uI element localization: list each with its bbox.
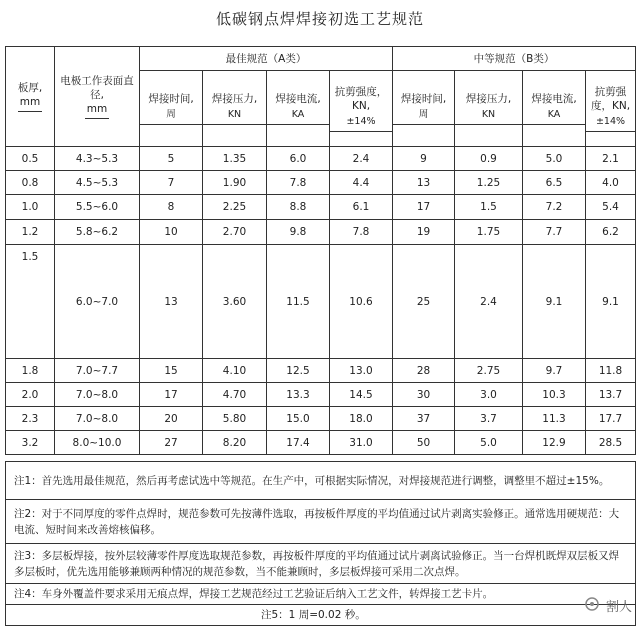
cell-t: 2.3: [6, 407, 55, 431]
header-thickness-unit: mm: [18, 95, 42, 112]
cell-t: 0.5: [6, 147, 55, 171]
page-title: 低碳钢点焊焊接初选工艺规范: [215, 10, 424, 28]
cell-b4: 5.4: [586, 195, 636, 220]
cell-a1: 5: [140, 147, 203, 171]
cell-b4: 11.8: [586, 359, 636, 383]
cell-b3: 6.5: [523, 171, 586, 195]
cell-a3: 12.5: [267, 359, 330, 383]
header-a-pressure: 焊接压力, KN: [203, 71, 267, 147]
cell-a3: 6.0: [267, 147, 330, 171]
cell-a4: 2.4: [330, 147, 393, 171]
header-b-pressure: 焊接压力, KN: [455, 71, 523, 147]
cell-a4: 18.0: [330, 407, 393, 431]
cell-a2: 2.70: [203, 220, 267, 245]
cell-a2: 1.35: [203, 147, 267, 171]
cell-a2: 8.20: [203, 431, 267, 455]
cell-a2: 5.80: [203, 407, 267, 431]
cell-a1: 13: [140, 245, 203, 359]
cell-b3: 9.1: [523, 245, 586, 359]
table-row: [6, 147, 636, 171]
cell-b3: 7.7: [523, 220, 586, 245]
cell-a2: 3.60: [203, 245, 267, 359]
cell-a3: 13.3: [267, 383, 330, 407]
header-b-current: 焊接电流, KA: [523, 71, 586, 147]
header-electrode: 电极工作表面直径, mm: [55, 47, 140, 147]
cell-a3: 15.0: [267, 407, 330, 431]
header-b-shear: 抗剪强度，KN, ±14%: [586, 71, 636, 147]
cell-b4: 2.1: [586, 147, 636, 171]
note-3: 注3：多层板焊接，按外层较薄零件厚度选取规范参数，再按板件厚度的平均值通过试片剥离试验修正。当一台焊机既焊双层板又焊多层板时，优先选用能够兼顾两种情况的规范参数，当不能兼顾时，多层板焊接可采用二次点焊。: [6, 544, 636, 584]
cell-t: 1.5: [6, 245, 55, 359]
note-2: 注2：对于不同厚度的零件点焊时，规范参数可先按薄件选取，再按板件厚度的平均值通过试片剥离实验修正。通常选用硬规范：大电流、短时间来改善熔核偏移。: [6, 500, 636, 544]
cell-b2: 2.4: [455, 245, 523, 359]
cell-a2: 2.25: [203, 195, 267, 220]
cell-a3: 9.8: [267, 220, 330, 245]
cell-b2: 3.7: [455, 407, 523, 431]
cell-b2: 1.25: [455, 171, 523, 195]
cell-a4: 4.4: [330, 171, 393, 195]
table-row: [6, 195, 636, 220]
cell-b4: 13.7: [586, 383, 636, 407]
cell-b2: 1.5: [455, 195, 523, 220]
watermark-text: 割人: [605, 600, 632, 615]
spec-table: [5, 46, 636, 455]
header-a-weld-time: 焊接时间, 周: [140, 71, 203, 147]
header-a-shear: 抗剪强度，KN, ±14%: [330, 71, 393, 147]
cell-b2: 1.75: [455, 220, 523, 245]
table-row: [6, 220, 636, 245]
header-a-current: 焊接电流, KA: [267, 71, 330, 147]
cell-t: 1.2: [6, 220, 55, 245]
cell-a3: 11.5: [267, 245, 330, 359]
cell-b4: 6.2: [586, 220, 636, 245]
cell-b1: 37: [393, 407, 455, 431]
cell-d: 5.8~6.2: [55, 220, 140, 245]
cell-b3: 11.3: [523, 407, 586, 431]
table-row: [6, 383, 636, 407]
cell-t: 2.0: [6, 383, 55, 407]
cell-b2: 3.0: [455, 383, 523, 407]
cell-b1: 19: [393, 220, 455, 245]
cell-d: 7.0~8.0: [55, 407, 140, 431]
note-5: 注5：1 周=0.02 秒。: [6, 605, 636, 626]
cell-a1: 20: [140, 407, 203, 431]
cell-b3: 9.7: [523, 359, 586, 383]
cell-b4: 9.1: [586, 245, 636, 359]
cell-b2: 2.75: [455, 359, 523, 383]
cell-t: 1.8: [6, 359, 55, 383]
cell-b2: 0.9: [455, 147, 523, 171]
cell-b1: 50: [393, 431, 455, 455]
cell-a4: 14.5: [330, 383, 393, 407]
note-1: 注1：首先选用最佳规范，然后再考虑试选中等规范。在生产中，可根据实际情况，对焊接规范进行调整，调整里不超过±15%。: [6, 462, 636, 500]
cell-a3: 8.8: [267, 195, 330, 220]
watermark-icon: [584, 597, 600, 611]
table-row: [6, 407, 636, 431]
cell-a1: 7: [140, 171, 203, 195]
cell-t: 0.8: [6, 171, 55, 195]
cell-d: 7.0~8.0: [55, 383, 140, 407]
cell-d: 7.0~7.7: [55, 359, 140, 383]
cell-a1: 8: [140, 195, 203, 220]
cell-b1: 30: [393, 383, 455, 407]
cell-b3: 5.0: [523, 147, 586, 171]
cell-b3: 7.2: [523, 195, 586, 220]
cell-d: 8.0~10.0: [55, 431, 140, 455]
cell-b1: 17: [393, 195, 455, 220]
cell-d: 6.0~7.0: [55, 245, 140, 359]
cell-a2: 1.90: [203, 171, 267, 195]
header-electrode-unit: mm: [85, 102, 109, 119]
cell-d: 4.5~5.3: [55, 171, 140, 195]
cell-b1: 28: [393, 359, 455, 383]
cell-b3: 12.9: [523, 431, 586, 455]
cell-b4: 17.7: [586, 407, 636, 431]
cell-b2: 5.0: [455, 431, 523, 455]
cell-t: 3.2: [6, 431, 55, 455]
cell-b3: 10.3: [523, 383, 586, 407]
table-row: [6, 359, 636, 383]
cell-a4: 31.0: [330, 431, 393, 455]
cell-t: 1.0: [6, 195, 55, 220]
cell-a1: 15: [140, 359, 203, 383]
cell-d: 5.5~6.0: [55, 195, 140, 220]
cell-d: 4.3~5.3: [55, 147, 140, 171]
cell-b4: 28.5: [586, 431, 636, 455]
table-row: [6, 171, 636, 195]
table-row: [6, 431, 636, 455]
header-group-b: 中等规范（B类）: [393, 47, 636, 71]
cell-a4: 13.0: [330, 359, 393, 383]
cell-b1: 9: [393, 147, 455, 171]
cell-b1: 25: [393, 245, 455, 359]
cell-a1: 10: [140, 220, 203, 245]
header-group-a: 最佳规范（A类）: [140, 47, 393, 71]
cell-a4: 6.1: [330, 195, 393, 220]
note-4: 注4：车身外覆盖件要求采用无痕点焊，焊接工艺规范经过工艺验证后纳入工艺文件，转焊接工艺卡片。: [6, 584, 636, 605]
header-thickness: 板厚, mm: [6, 47, 55, 147]
cell-b1: 13: [393, 171, 455, 195]
cell-a4: 7.8: [330, 220, 393, 245]
cell-a3: 17.4: [267, 431, 330, 455]
cell-a3: 7.8: [267, 171, 330, 195]
cell-a4: 10.6: [330, 245, 393, 359]
cell-b4: 4.0: [586, 171, 636, 195]
table-row: [6, 245, 636, 359]
cell-a1: 27: [140, 431, 203, 455]
notes-table: [5, 461, 636, 626]
header-b-weld-time: 焊接时间, 周: [393, 71, 455, 147]
cell-a2: 4.10: [203, 359, 267, 383]
cell-a2: 4.70: [203, 383, 267, 407]
cell-a1: 17: [140, 383, 203, 407]
